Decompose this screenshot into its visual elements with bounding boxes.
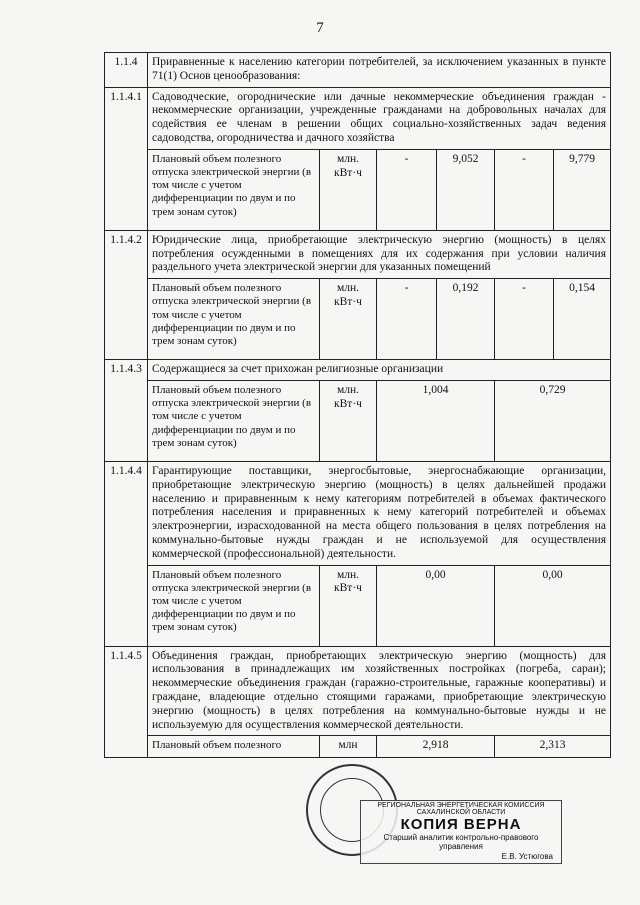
row-description: Объединения граждан, приобретающих электрическую энергию (мощность) для использования в принадлежащих им хозяйственных постройках (погреба, сараи); некоммерческие объединения граждан (гаражно-строительные, гаражные кооперативы) и граждане, владеющие отдельно стоящими гаражами, приобретающие электрическую энергию (мощность) в целях потребления на коммунально-бытовые нужды и не используемую для осуществления коммерческой деятельности.	[148, 646, 611, 736]
row-label: Плановый объем полезного отпуска электрической энергии (в том числе с учетом дифференциации по двум и по трем зонам суток)	[148, 149, 320, 230]
row-code: 1.1.4.3	[105, 360, 148, 462]
table-row	[105, 565, 611, 646]
page-number: 7	[316, 20, 324, 36]
unit-cell: млн	[320, 736, 377, 758]
row-description: Садоводческие, огороднические или дачные некоммерческие объединения граждан - некоммерческие организации, учрежденные гражданами на добровольных началах для содействия ее членам в решении общих социально-хозяйственных задач ведения садоводства, огородничества и дачного хозяйства	[148, 87, 611, 149]
table-row	[105, 380, 611, 461]
value-cell: 1,004	[377, 380, 495, 461]
row-label: Плановый объем полезного отпуска электрической энергии (в том числе с учетом дифференциации по двум и по трем зонам суток)	[148, 565, 320, 646]
stamp-position: Старший аналитик контрольно-правового управления	[383, 833, 539, 851]
row-code: 1.1.4.4	[105, 461, 148, 646]
row-code: 1.1.4	[105, 53, 148, 88]
value-cell: 2,313	[495, 736, 611, 758]
value-cell: 9,052	[437, 149, 495, 230]
stamp-organization: РЕГИОНАЛЬНАЯ ЭНЕРГЕТИЧЕСКАЯ КОМИССИЯ САХАЛИНСКОЙ ОБЛАСТИ	[377, 802, 545, 816]
row-description: Приравненные к населению категории потребителей, за исключением указанных в пункте 71(1) Основ ценообразования:	[148, 53, 611, 88]
value-cell: -	[495, 279, 554, 360]
value-cell: 0,154	[554, 279, 611, 360]
table-row	[105, 53, 611, 88]
stamp-signer: Е.В. Устюгова	[501, 852, 553, 861]
copy-certified-stamp	[360, 800, 562, 864]
row-description: Гарантирующие поставщики, энергосбытовые, энергоснабжающие организации, приобретающие электрическую энергию (мощность) в целях дальнейшей продажи населению и приравненным к нему категориям потребителей в объемах фактического потребления населения и приравненных к нему категорий потребителей и объемах электроэнергии, израсходованной на места общего пользования в целях потребления на коммунально-бытовые нужды граждан и не используемой для осуществления коммерческой (профессиональной) деятельности.	[148, 461, 611, 565]
row-label: Плановый объем полезного отпуска электрической энергии (в том числе с учетом дифференциации по двум и по трем зонам суток)	[148, 380, 320, 461]
value-cell: 2,918	[377, 736, 495, 758]
value-cell: 0,00	[377, 565, 495, 646]
unit-cell: млн. кВт·ч	[320, 279, 377, 360]
unit-cell: млн. кВт·ч	[320, 149, 377, 230]
table-row	[105, 736, 611, 758]
value-cell: -	[495, 149, 554, 230]
stamp-title: КОПИЯ ВЕРНА	[400, 816, 522, 833]
row-code: 1.1.4.1	[105, 87, 148, 230]
table-row	[105, 360, 611, 381]
value-cell: 0,729	[495, 380, 611, 461]
row-description: Содержащиеся за счет прихожан религиозные организации	[148, 360, 611, 381]
row-code: 1.1.4.2	[105, 230, 148, 359]
value-cell: 0,00	[495, 565, 611, 646]
row-code: 1.1.4.5	[105, 646, 148, 758]
table-row	[105, 149, 611, 230]
row-label: Плановый объем полезного отпуска электрической энергии (в том числе с учетом дифференциации по двум и по трем зонам суток)	[148, 279, 320, 360]
row-label: Плановый объем полезного	[148, 736, 320, 758]
unit-cell: млн. кВт·ч	[320, 565, 377, 646]
row-description: Юридические лица, приобретающие электрическую энергию (мощность) в целях потребления осужденными в помещениях для их содержания при условии наличия раздельного учета электрической энергии для указанных помещений	[148, 230, 611, 278]
table-row	[105, 279, 611, 360]
table-row	[105, 87, 611, 149]
table-row	[105, 461, 611, 565]
table-row	[105, 646, 611, 736]
tariff-table	[104, 52, 611, 758]
value-cell: -	[377, 279, 437, 360]
value-cell: -	[377, 149, 437, 230]
value-cell: 9,779	[554, 149, 611, 230]
value-cell: 0,192	[437, 279, 495, 360]
unit-cell: млн. кВт·ч	[320, 380, 377, 461]
table-row	[105, 230, 611, 278]
